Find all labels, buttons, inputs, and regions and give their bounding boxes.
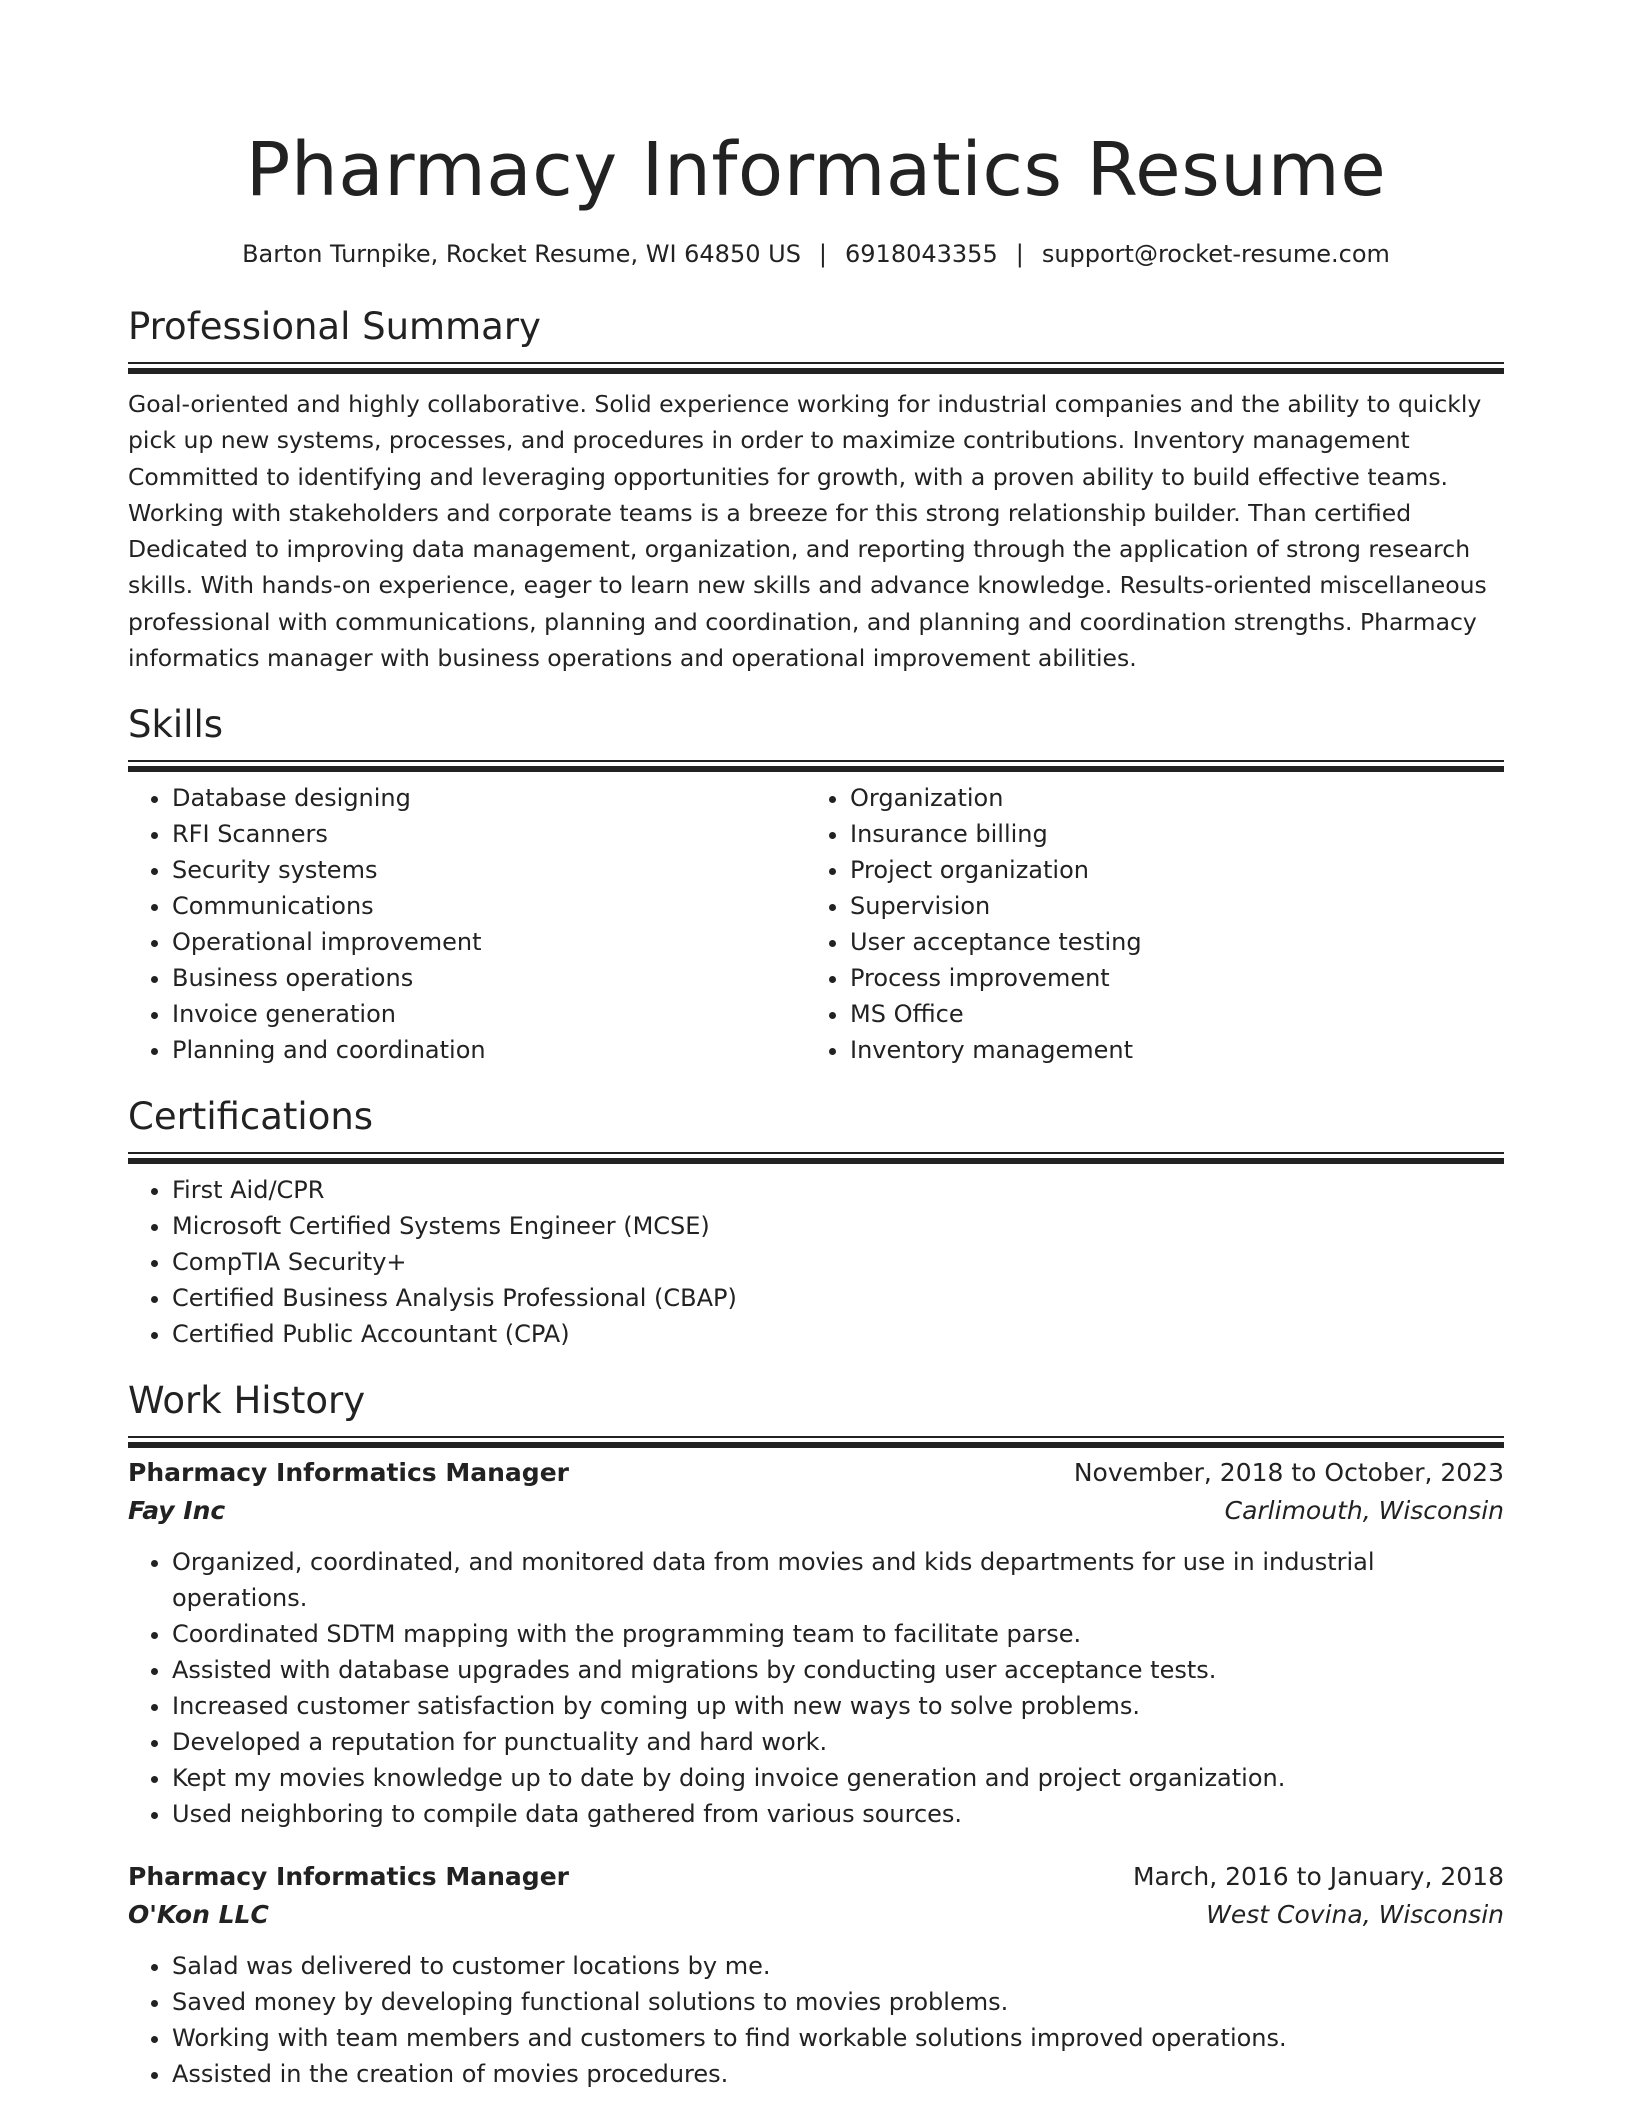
- job-bullet: • Organized, coordinated, and monitored data from movies and kids departments for use in industrial operations.: [172, 1544, 1504, 1616]
- skill-item: • Business operations: [172, 960, 806, 996]
- skill-item: • RFI Scanners: [172, 816, 806, 852]
- job-title: Pharmacy Informatics Manager: [128, 1458, 569, 1488]
- certifications-list: [128, 1172, 1504, 1352]
- job-bullet: • Kept my movies knowledge up to date by doing invoice generation and project organization.: [172, 1760, 1504, 1796]
- section-heading-skills: Skills: [128, 703, 224, 747]
- summary-text: Goal-oriented and highly collaborative. Solid experience working for industrial companies and the ability to quickly pick up new systems, processes, and procedures in order to maximize contributions. Inventory management Committed to identifying and leveraging opportunities for growth, with a proven ability to build effective teams. Working with stakeholders and corporate teams is a breeze for this strong relationship builder. Than certified Dedicated to improving data management, organization, and reporting through the application of strong research skills. With hands-on experience, eager to learn new skills and advance knowledge. Results-oriented miscellaneous professional with communications, planning and coordination, and planning and coordination strengths. Pharmacy informatics manager with business operations and operational improvement abilities.: [128, 390, 1487, 673]
- job-bullet: • Working with team members and customers to find workable solutions improved operations.: [172, 2020, 1504, 2056]
- certifications-section: [128, 1094, 1504, 1352]
- job-bullet: • Increased customer satisfaction by coming up with new ways to solve problems.: [172, 1688, 1504, 1724]
- skills-column-left: [128, 780, 806, 1068]
- job-subheader: [128, 1896, 1504, 1934]
- job-entry: [128, 1454, 1504, 1832]
- skill-item: • Inventory management: [850, 1032, 1484, 1068]
- skill-item: • Project organization: [850, 852, 1484, 888]
- certification-item: • Microsoft Certified Systems Engineer (MCSE): [172, 1208, 1504, 1244]
- skills-list-left: [128, 780, 806, 1068]
- resume-page: [128, 0, 1504, 2092]
- job-bullet: • Assisted with database upgrades and migrations by conducting user acceptance tests.: [172, 1652, 1504, 1688]
- job-company: O'Kon LLC: [128, 1900, 269, 1930]
- job-bullet: • Used neighboring to compile data gathered from various sources.: [172, 1796, 1504, 1832]
- job-bullet: • Assisted in the creation of movies procedures.: [172, 2056, 1504, 2092]
- job-bullet: • Salad was delivered to customer locations by me.: [172, 1948, 1504, 1984]
- resume-title: Pharmacy Informatics Resume: [245, 127, 1387, 213]
- work-history-section: [128, 1378, 1504, 2092]
- job-header: [128, 1858, 1504, 1896]
- skill-item: • Security systems: [172, 852, 806, 888]
- section-heading-work-history: Work History: [128, 1379, 366, 1423]
- skills-column-right: [806, 780, 1484, 1068]
- section-heading-certifications: Certifications: [128, 1095, 374, 1139]
- job-location: West Covina, Wisconsin: [1206, 1900, 1504, 1930]
- contact-email[interactable]: support@rocket-resume.com: [1041, 240, 1390, 268]
- job-bullet: • Developed a reputation for punctuality and hard work.: [172, 1724, 1504, 1760]
- skills-columns: [128, 780, 1504, 1068]
- skills-section: [128, 702, 1504, 1068]
- contact-phone: 6918043355: [845, 240, 998, 268]
- skill-item: • User acceptance testing: [850, 924, 1484, 960]
- contact-separator: |: [818, 240, 828, 268]
- summary-section: [128, 304, 1504, 676]
- job-title: Pharmacy Informatics Manager: [128, 1862, 569, 1892]
- skill-item: • Insurance billing: [850, 816, 1484, 852]
- skill-item: • Organization: [850, 780, 1484, 816]
- skill-item: • Communications: [172, 888, 806, 924]
- contact-separator: |: [1015, 240, 1024, 268]
- skills-list-right: [806, 780, 1484, 1068]
- job-bullets: [128, 1544, 1504, 1832]
- job-entry: [128, 1858, 1504, 2092]
- certification-item: • Certified Public Accountant (CPA): [172, 1316, 1504, 1352]
- skill-item: • Operational improvement: [172, 924, 806, 960]
- skill-item: • MS Office: [850, 996, 1484, 1032]
- job-bullet: • Coordinated SDTM mapping with the programming team to facilitate parse.: [172, 1616, 1504, 1652]
- job-bullets: [128, 1948, 1504, 2092]
- section-divider: [128, 760, 1504, 766]
- section-heading-summary: Professional Summary: [128, 305, 541, 348]
- section-divider: [128, 362, 1504, 368]
- job-subheader: [128, 1492, 1504, 1530]
- job-header: [128, 1454, 1504, 1492]
- skill-item: • Database designing: [172, 780, 806, 816]
- certification-item: • First Aid/CPR: [172, 1172, 1504, 1208]
- section-divider: [128, 1436, 1504, 1442]
- skill-item: • Planning and coordination: [172, 1032, 806, 1068]
- skill-item: • Process improvement: [850, 960, 1484, 996]
- job-company: Fay Inc: [128, 1496, 226, 1526]
- certification-item: • Certified Business Analysis Professional (CBAP): [172, 1280, 1504, 1316]
- job-dates: November, 2018 to October, 2023: [1073, 1458, 1504, 1488]
- certification-item: • CompTIA Security+: [172, 1244, 1504, 1280]
- contact-line: [128, 238, 1504, 270]
- job-dates: March, 2016 to January, 2018: [1132, 1862, 1504, 1892]
- job-location: Carlimouth, Wisconsin: [1224, 1496, 1504, 1526]
- job-bullet: • Saved money by developing functional solutions to movies problems.: [172, 1984, 1504, 2020]
- section-divider: [128, 1152, 1504, 1158]
- skill-item: • Invoice generation: [172, 996, 806, 1032]
- skill-item: • Supervision: [850, 888, 1484, 924]
- contact-address: Barton Turnpike, Rocket Resume, WI 64850 US: [242, 240, 801, 268]
